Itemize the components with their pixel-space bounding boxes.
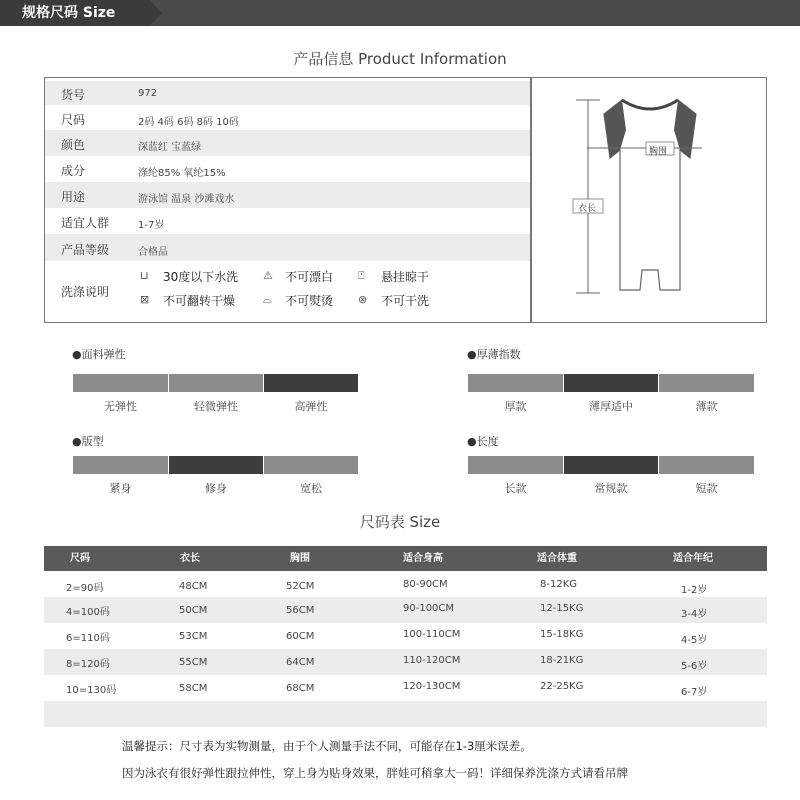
table-cell: 100-110CM [403,629,461,640]
table-cell: 55CM [179,657,208,668]
info-value: 2码 4码 6码 8码 10码 [138,117,239,128]
table-cell: 68CM [286,683,315,694]
table-cell: 10=130码 [66,685,117,696]
column-header: 尺码 [70,553,90,564]
elasticity-scale-title: ●面料弹性 [72,348,126,361]
thickness-scale-segment [468,374,563,392]
table-cell: 12-15KG [540,603,584,614]
hang-dry-icon: ⍞ [358,269,365,282]
size-table-heading: 尺码表 Size [359,513,441,531]
length-label: 衣长 [578,204,597,214]
measurement-note: 温馨提示：尺寸表为实物测量，由于个人测量手法不同，可能存在1-3厘米误差。 [122,739,532,753]
no-iron-icon: ⌓ [263,293,272,306]
swimsuit-outline [532,78,766,322]
info-value: 涤纶85% 氧纶15% [138,168,226,179]
table-row [44,675,767,701]
care-label: 30度以下水洗 [163,270,239,284]
info-row [45,182,530,208]
table-cell: 120-130CM [403,681,461,692]
thickness-scale-label: 薄款 [695,400,718,413]
care-row [45,261,530,322]
length-scale-label: 长款 [504,482,527,495]
fit-scale-label: 宽松 [300,482,322,495]
care-label: 不可翻转干燥 [163,294,236,308]
thickness-scale-label: 厚款 [504,400,527,413]
column-header: 适合体重 [537,553,577,564]
table-cell: 4=100码 [66,607,110,618]
care-label: 不可熨烫 [285,294,334,308]
fit-scale-segment [264,456,358,474]
info-key: 产品等级 [61,243,110,257]
table-cell: 15-18KG [540,629,584,640]
thickness-scale-label: 薄厚适中 [589,400,633,413]
table-cell: 5-6岁 [681,661,708,672]
thickness-scale-segment [564,374,658,392]
wash-30-icon: ⊔ [140,269,149,282]
info-row [45,156,530,182]
table-cell: 110-120CM [403,655,461,666]
section-header-title: 规格尺码 Size [0,0,150,26]
fit-scale-segment [73,456,168,474]
info-row [45,130,530,156]
column-header: 适合身高 [403,553,443,564]
table-cell: 18-21KG [540,655,584,666]
table-cell: 1-2岁 [681,585,708,596]
info-value: 972 [138,88,158,99]
fit-scale-label: 修身 [205,482,227,495]
fit-scale-title: ●版型 [72,435,104,448]
table-empty-row [44,701,767,727]
info-key: 货号 [61,88,86,102]
table-cell: 48CM [179,581,208,592]
info-key: 成分 [61,164,86,178]
length-scale-segment [659,456,754,474]
info-key: 颜色 [61,138,86,152]
fit-scale-label: 紧身 [109,482,132,495]
info-row [45,105,530,130]
table-cell: 56CM [286,605,315,616]
fit-scale-segment [169,456,263,474]
info-value: 1-7岁 [138,220,165,231]
info-value: 深蓝红 宝蓝绿 [138,142,202,153]
info-key: 适宜人群 [61,216,110,230]
info-value: 游泳馆 温泉 沙滩戏水 [138,194,235,205]
info-row [45,234,530,261]
sizing-note: 因为泳衣有很好弹性跟拉伸性，穿上身为贴身效果，胖娃可稍拿大一码！详细保养洗涤方式请看吊牌 [122,766,628,780]
care-label: 悬挂晾干 [381,270,430,284]
length-scale-label: 常规款 [594,482,628,495]
table-cell: 90-100CM [403,603,455,614]
elasticity-scale-segment [264,374,358,392]
table-cell: 52CM [286,581,315,592]
table-cell: 2=90码 [66,583,104,594]
length-scale-title: ●长度 [467,435,499,448]
table-cell: 3-4岁 [681,609,708,620]
info-value: 合格品 [138,247,168,258]
length-scale-label: 短款 [695,482,718,495]
elasticity-scale-label: 轻微弹性 [194,400,238,413]
info-key: 用途 [61,190,86,204]
care-label: 不可干洗 [381,294,430,308]
info-row [45,81,530,105]
table-cell: 8=120码 [66,659,110,670]
table-cell: 22-25KG [540,681,584,692]
no-tumble-dry-icon: ⊠ [140,293,150,306]
table-cell: 58CM [179,683,208,694]
table-row [44,571,767,597]
product-info-heading: 产品信息 Product Information [293,50,507,68]
thickness-scale-segment [659,374,754,392]
length-scale-segment [564,456,658,474]
no-dry-clean-icon: ⊗ [358,293,368,306]
length-scale-segment [468,456,563,474]
column-header: 适合年纪 [673,553,713,564]
info-key: 洗涤说明 [61,285,110,299]
info-key: 尺码 [61,113,86,127]
table-row [44,597,767,623]
table-cell: 64CM [286,657,315,668]
table-cell: 6=110码 [66,633,110,644]
table-cell: 80-90CM [403,579,448,590]
elasticity-scale-label: 高弹性 [294,400,328,413]
table-cell: 4-5岁 [681,635,708,646]
table-row [44,623,767,649]
garment-diagram [531,77,767,323]
table-cell: 8-12KG [540,579,578,590]
table-cell: 6-7岁 [681,687,708,698]
table-cell: 50CM [179,605,208,616]
table-row [44,649,767,675]
thickness-scale-title: ●厚薄指数 [467,348,521,361]
size-table-header [44,546,767,571]
column-header: 衣长 [180,553,200,564]
table-cell: 60CM [286,631,315,642]
no-bleach-icon: ⚠ [263,269,273,282]
care-label: 不可漂白 [285,270,334,284]
info-row [45,208,530,234]
section-header-bar [0,0,800,26]
elasticity-scale-label: 无弹性 [104,400,137,413]
product-info-table [44,77,531,323]
chest-label: 胸围 [649,147,668,157]
column-header: 胸围 [290,553,310,564]
elasticity-scale-segment [169,374,263,392]
elasticity-scale-segment [73,374,168,392]
table-cell: 53CM [179,631,208,642]
